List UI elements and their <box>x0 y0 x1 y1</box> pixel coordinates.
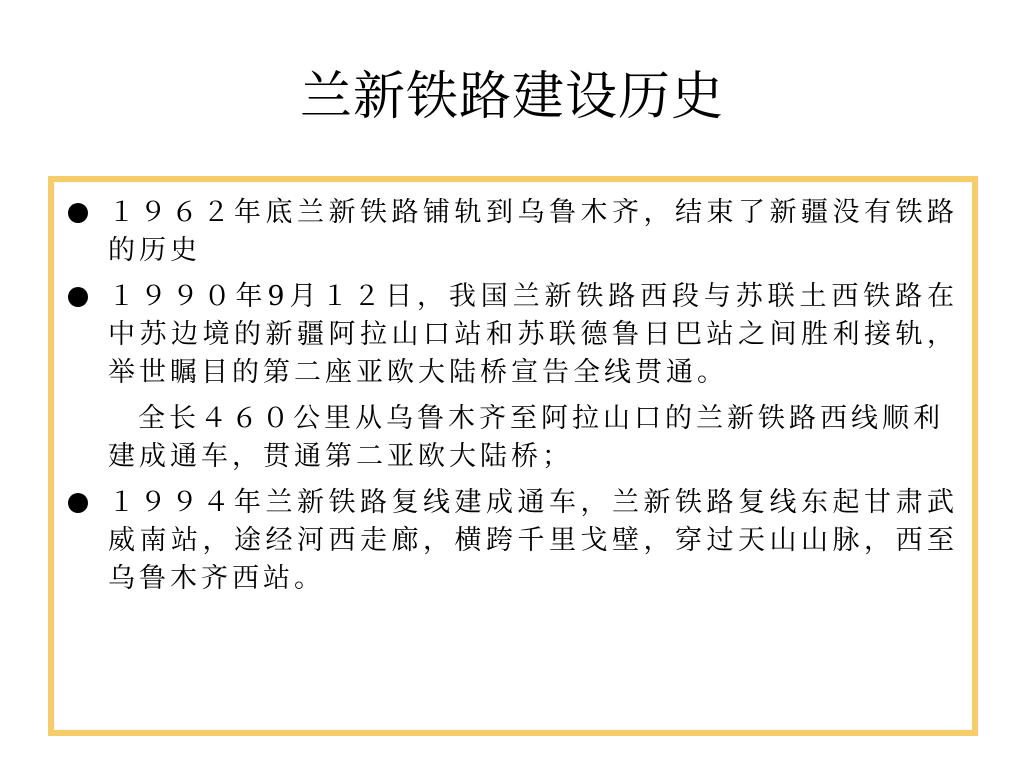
content-list <box>64 194 958 606</box>
filled-circle-bullet-icon <box>68 287 88 307</box>
slide-title: 兰新铁路建设历史 <box>299 67 724 127</box>
bullet-item-1994 <box>64 484 958 598</box>
filled-circle-bullet-icon <box>68 493 88 513</box>
bullet-item-1990 <box>64 278 958 392</box>
bullet-text-1990: １９９０年9月１２日，我国兰新铁路西段与苏联土西铁路在中苏边境的新疆阿拉山口站和苏联德鲁日巴站之间胜利接轨，举世瞩目的第二座亚欧大陆桥宣告全线贯通。 <box>108 281 958 388</box>
bullet-text-1962: １９６２年底兰新铁路铺轨到乌鲁木齐，结束了新疆没有铁路的历史 <box>108 197 958 266</box>
indented-text-west-line: 全长４６０公里从乌鲁木齐至阿拉山口的兰新铁路西线顺利建成通车，贯通第二亚欧大陆桥； <box>108 403 944 472</box>
bullet-text-1994: １９９４年兰新铁路复线建成通车，兰新铁路复线东起甘肃武威南站，途经河西走廊，横跨千里戈壁，穿过天山山脉，西至乌鲁木齐西站。 <box>108 487 958 594</box>
indented-paragraph-west-line <box>64 400 958 476</box>
content-box <box>48 176 978 736</box>
filled-circle-bullet-icon <box>68 203 88 223</box>
bullet-item-1962 <box>64 194 958 270</box>
